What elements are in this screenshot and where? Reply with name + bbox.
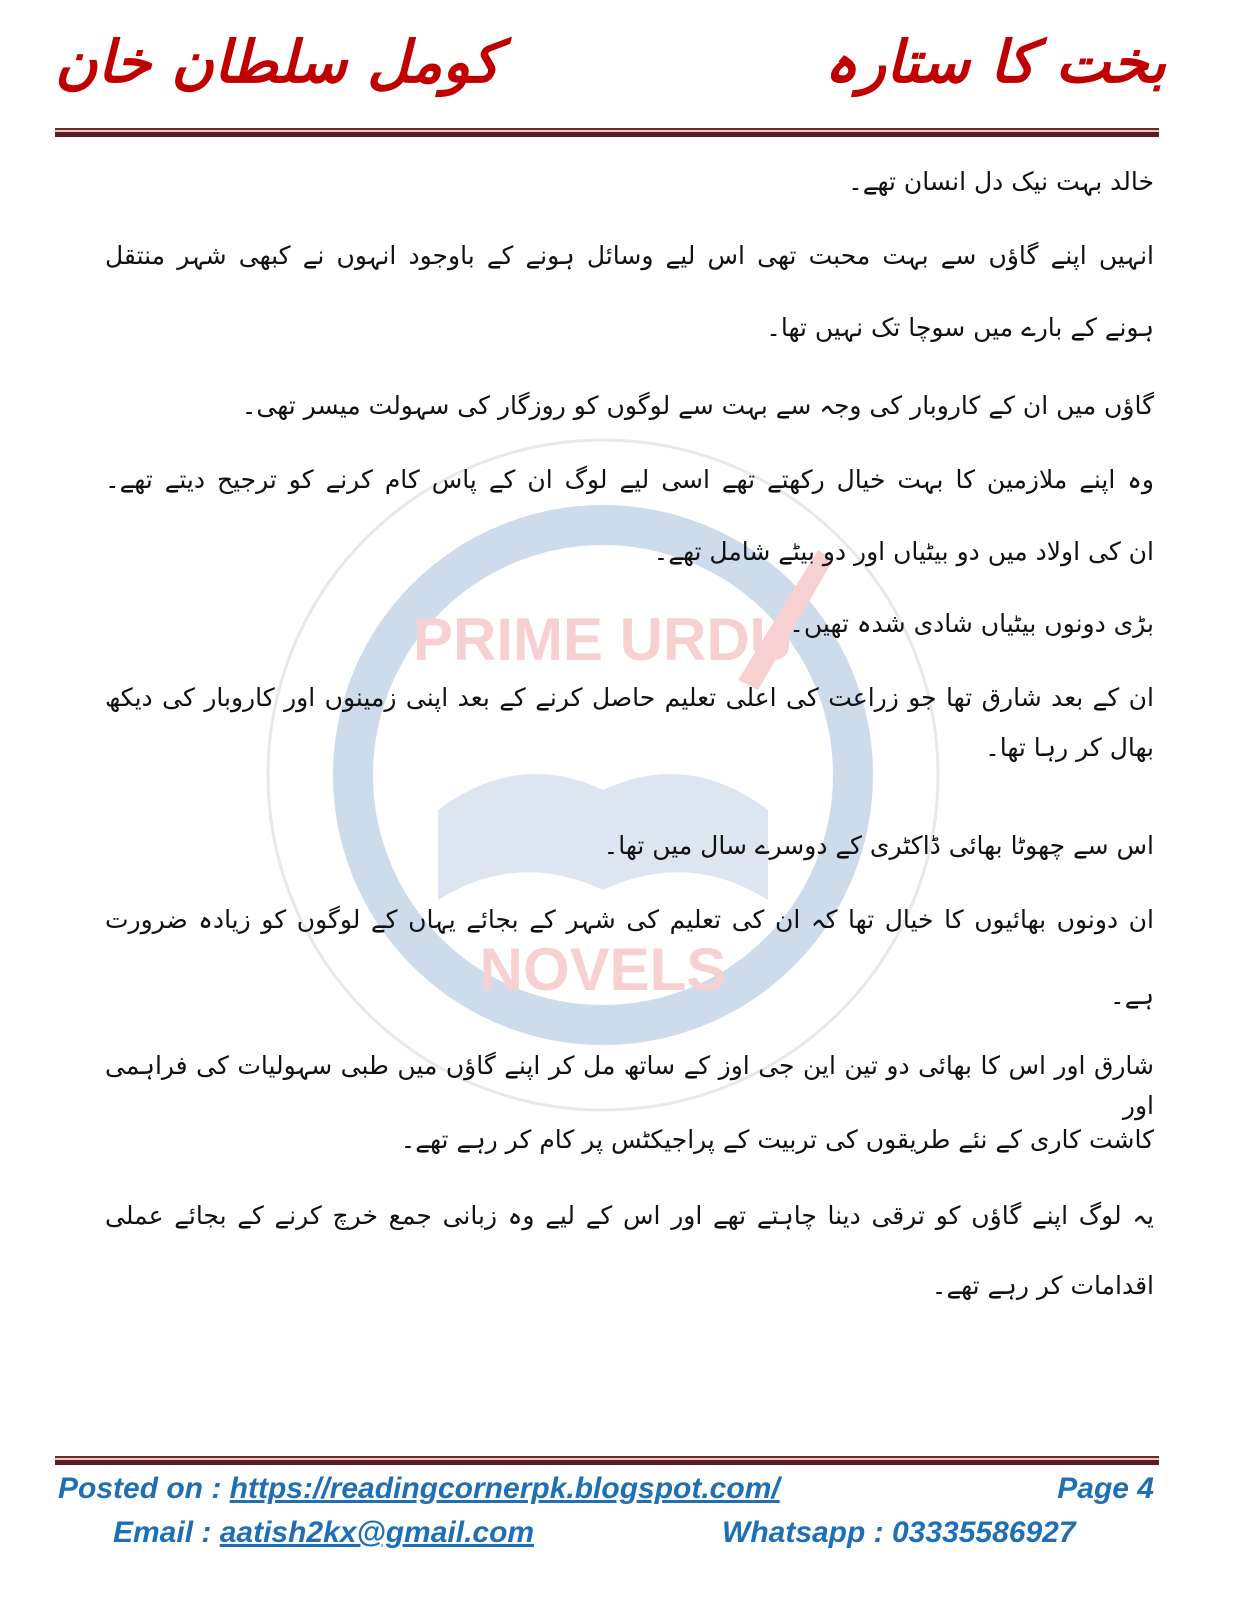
text-line: گاؤں میں ان کے کاروبار کی وجہ سے بہت سے لوگوں کو روزگار کی سہولت میسر تھی۔ bbox=[241, 391, 1154, 420]
text-line: بڑی دونوں بیٹیاں شادی شدہ تھیں۔ bbox=[789, 609, 1154, 638]
text-line: انہیں اپنے گاؤں سے بہت محبت تھی اس لیے وسائل ہونے کے باوجود انہوں نے کبھی شہر منتقل bbox=[105, 241, 1154, 270]
text-line: ان دونوں بھائیوں کا خیال تھا کہ ان کی تعلیم کی شہر کے بجائے یہاں کے لوگوں کو زیادہ ضرورت bbox=[105, 905, 1154, 934]
svg-text:NOVELS: NOVELS bbox=[479, 936, 727, 1003]
text-line: خالد بہت نیک دل انسان تھے۔ bbox=[848, 167, 1154, 196]
text-line: اس سے چھوٹا بھائی ڈاکٹری کے دوسرے سال میں تھا۔ bbox=[603, 831, 1154, 860]
posted-on bbox=[58, 1472, 780, 1506]
email-label: Email : bbox=[113, 1516, 220, 1549]
blog-link[interactable]: https://readingcornerpk.blogspot.com/ bbox=[229, 1472, 780, 1505]
posted-label: Posted on : bbox=[58, 1472, 230, 1505]
text-line: کاشت کاری کے نئے طریقوں کی تربیت کے پراجیکٹس پر کام کر رہے تھے۔ bbox=[400, 1125, 1154, 1154]
header-divider bbox=[55, 128, 1159, 137]
whatsapp: Whatsapp : 03335586927 bbox=[722, 1516, 1076, 1549]
text-line: وہ اپنے ملازمین کا بہت خیال رکھتے تھے اسی لیے لوگ ان کے پاس کام کرنے کو ترجیح دیتے تھے۔ bbox=[105, 465, 1154, 494]
text-line: یہ لوگ اپنے گاؤں کو ترقی دینا چاہتے تھے اور اس کے لیے وہ زبانی جمع خرچ کرنے کے بجائے عملی bbox=[105, 1201, 1154, 1230]
author-name: کومل سلطان خان bbox=[55, 28, 500, 96]
text-line: ان کی اولاد میں دو بیٹیاں اور دو بیٹے شامل تھے۔ bbox=[653, 537, 1154, 566]
email-line bbox=[113, 1516, 534, 1550]
text-line: شارق اور اس کا بھائی دو تین این جی اوز کے ساتھ مل کر اپنے گاؤں میں طبی سہولیات کی فراہمی اور bbox=[105, 1051, 1154, 1120]
text-line: اقدامات کر رہے تھے۔ bbox=[931, 1271, 1154, 1300]
page-number: Page 4 bbox=[1057, 1472, 1154, 1505]
text-line: ان کے بعد شارق تھا جو زراعت کی اعلی تعلیم حاصل کرنے کے بعد اپنی زمینوں اور کاروبار کی دیکھ bbox=[105, 683, 1154, 712]
text-line: بھال کر رہا تھا۔ bbox=[985, 733, 1154, 762]
footer-divider bbox=[55, 1456, 1159, 1465]
svg-text:PRIME URDU: PRIME URDU bbox=[412, 606, 794, 673]
email-link[interactable]: aatish2kx@gmail.com bbox=[219, 1516, 535, 1549]
text-line: ہے۔ bbox=[1110, 981, 1154, 1010]
text-line: ہونے کے بارے میں سوچا تک نہیں تھا۔ bbox=[766, 313, 1154, 342]
book-title: بخت کا ستارہ bbox=[824, 28, 1166, 96]
